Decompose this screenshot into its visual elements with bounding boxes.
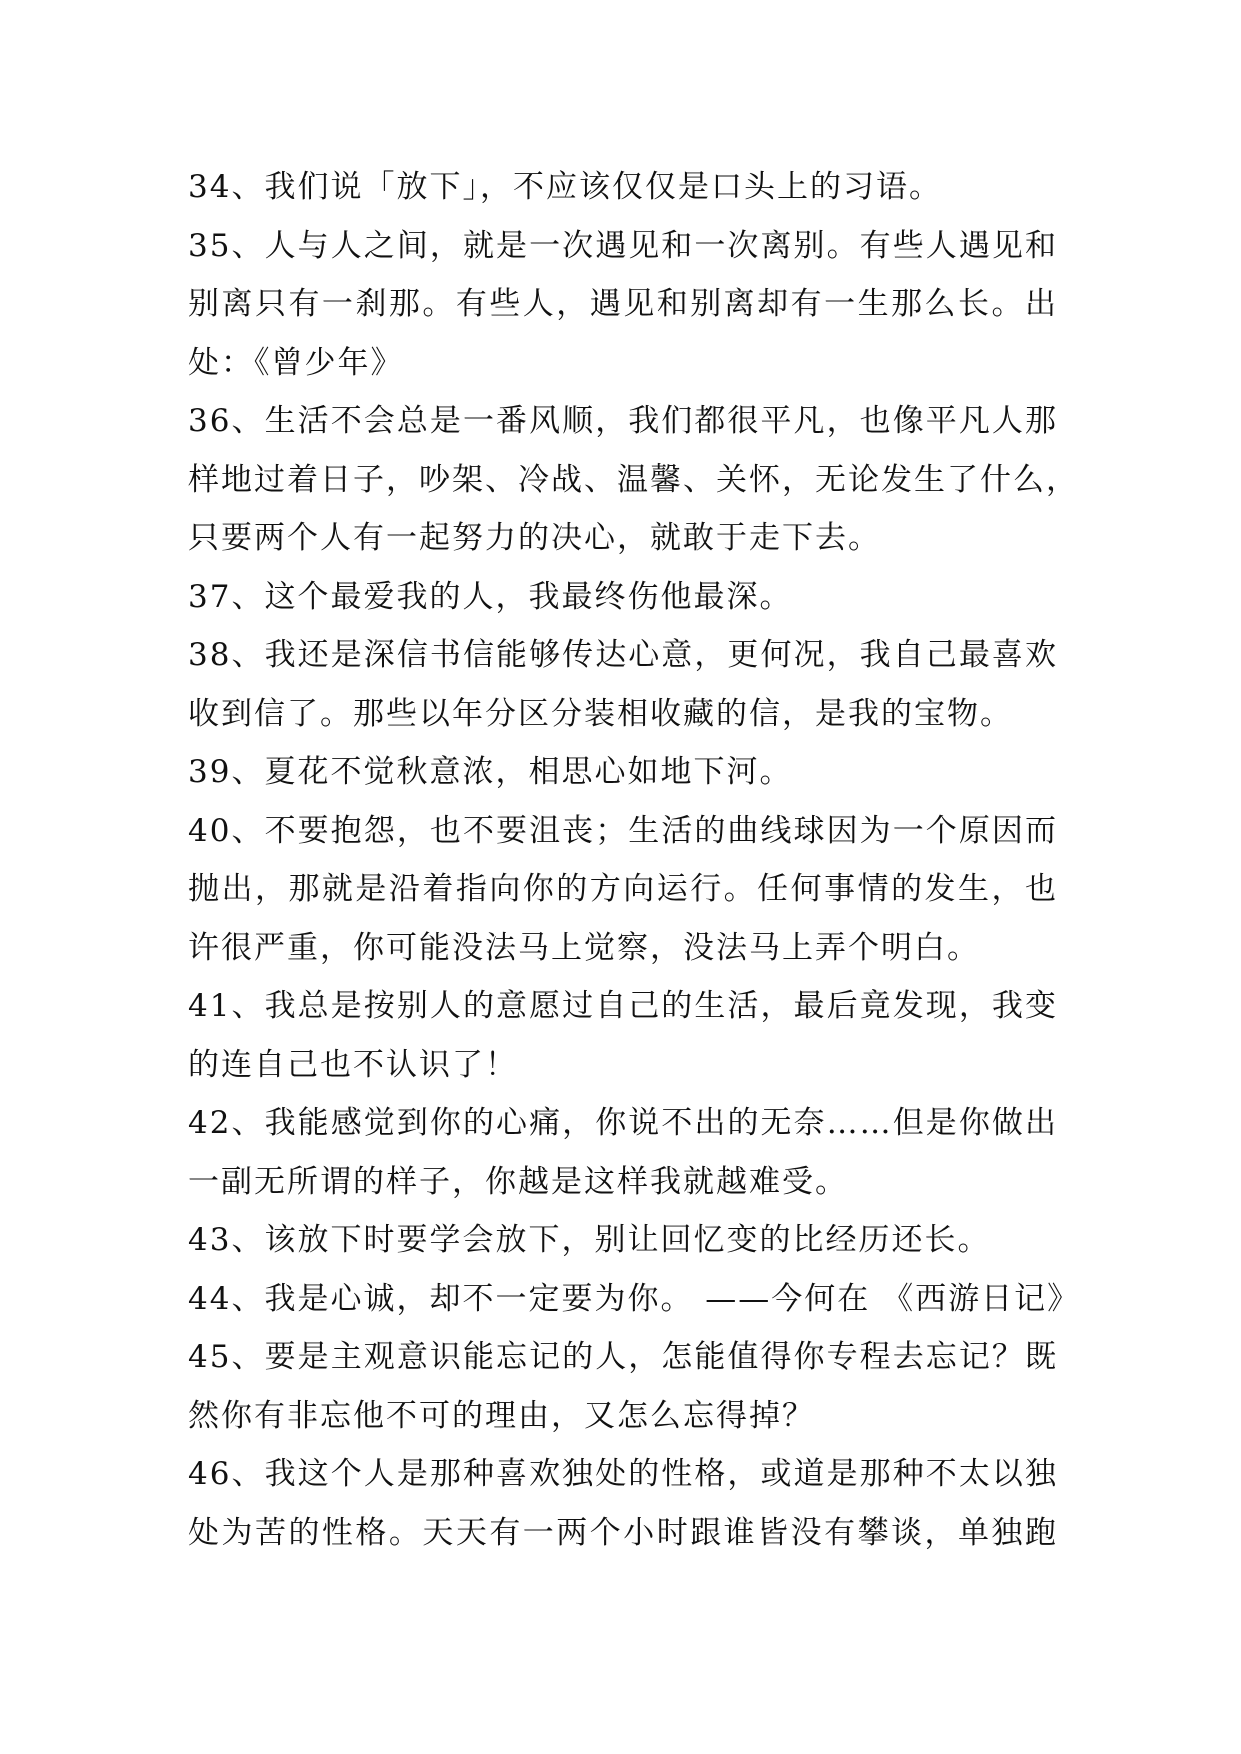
text-line: 41、我总是按别人的意愿过自己的生活，最后竟发现，我变: [188, 988, 1058, 1024]
text-line: 39、夏花不觉秋意浓，相思心如地下河。: [188, 754, 793, 790]
text-line: 一副无所谓的样子，你越是这样我就越难受。: [188, 1163, 848, 1200]
text-line: 34、我们说「放下」，不应该仅仅是口头上的习语。: [188, 169, 942, 205]
text-line: 43、该放下时要学会放下，别让回忆变的比经历还长。: [188, 1222, 991, 1258]
text-line: 样地过着日子，吵架、冷战、温馨、关怀，无论发生了什么，: [188, 461, 1079, 498]
text-line: 42、我能感觉到你的心痛，你说不出的无奈……但是你做出: [188, 1105, 1058, 1141]
text-line: 36、生活不会总是一番风顺，我们都很平凡，也像平凡人那: [188, 403, 1058, 439]
text-line: 46、我这个人是那种喜欢独处的性格，或道是那种不太以独: [188, 1456, 1058, 1492]
quote-list: [188, 158, 1081, 1562]
text-line: 只要两个人有一起努力的决心，就敢于走下去。: [188, 520, 881, 556]
text-line: 38、我还是深信书信能够传达心意，更何况，我自己最喜欢: [188, 637, 1058, 673]
text-line: 45、要是主观意识能忘记的人，怎能值得你专程去忘记？既: [188, 1339, 1058, 1375]
text-line: 处：《曾少年》: [188, 344, 404, 381]
text-line: 40、不要抱怨，也不要沮丧；生活的曲线球因为一个原因而: [188, 812, 1058, 849]
text-line: 44、我是心诚，却不一定要为你。 ——今何在 《西游日记》: [188, 1280, 1081, 1317]
text-line: 的连自己也不认识了！: [188, 1046, 518, 1083]
text-line: 许很严重，你可能没法马上觉察，没法马上弄个明白。: [188, 929, 980, 966]
text-line: 别离只有一刹那。有些人，遇见和别离却有一生那么长。出: [188, 286, 1058, 322]
text-line: 35、人与人之间，就是一次遇见和一次离别。有些人遇见和: [188, 227, 1058, 264]
text-line: 抛出，那就是沿着指向你的方向运行。任何事情的发生，也: [188, 871, 1058, 907]
text-line: 处为苦的性格。天天有一两个小时跟谁皆没有攀谈，单独跑: [188, 1514, 1058, 1551]
text-line: 37、这个最爱我的人，我最终伤他最深。: [188, 578, 793, 615]
text-line: 收到信了。那些以年分区分装相收藏的信，是我的宝物。: [188, 695, 1013, 732]
text-line: 然你有非忘他不可的理由，又怎么忘得掉？: [188, 1397, 815, 1434]
